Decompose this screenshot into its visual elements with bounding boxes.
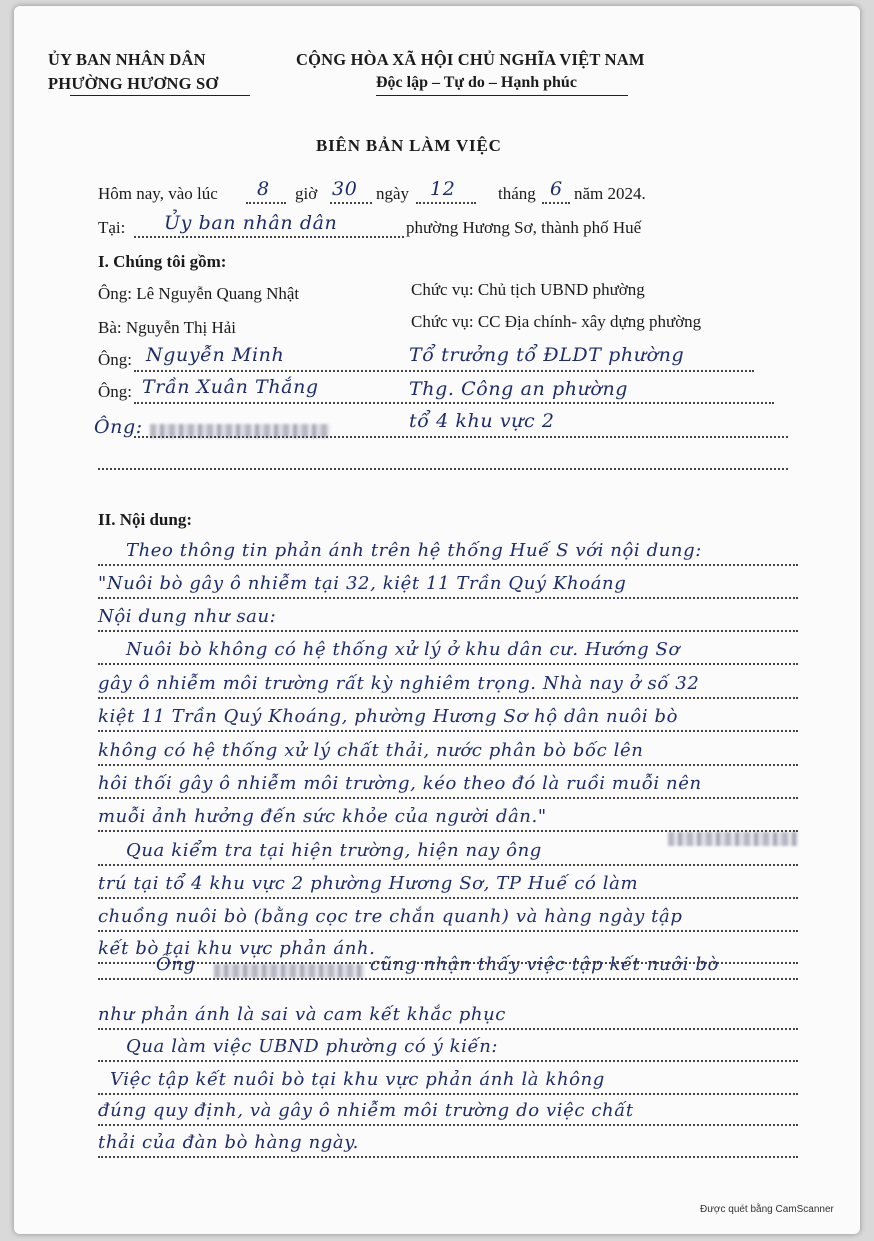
month-value: 6	[550, 178, 563, 200]
content-line: trú tại tổ 4 khu vực 2 phường Hương Sơ, TP Huế có làm	[98, 873, 639, 894]
place-suffix: phường Hương Sơ, thành phố Huế	[406, 218, 642, 237]
day-value: 12	[430, 178, 456, 200]
content-line: Ông	[156, 954, 196, 975]
content-dotted-line	[98, 564, 798, 566]
content-dotted-line	[98, 864, 798, 866]
content-line: Theo thông tin phản ánh trên hệ thống Huế S với nội dung:	[126, 540, 702, 561]
content-line: Qua kiểm tra tại hiện trường, hiện nay ông	[126, 840, 542, 861]
org-name-line2: PHƯỜNG HƯƠNG SƠ	[48, 74, 219, 93]
content-dotted-line	[98, 978, 798, 980]
member-name-1: Ông: Lê Nguyễn Quang Nhật	[98, 284, 300, 303]
day-label: ngày	[376, 184, 410, 203]
content-line: hôi thối gây ô nhiễm môi trường, kéo theo đó là ruồi muỗi nên	[98, 773, 702, 794]
content-line: kiệt 11 Trần Quý Khoáng, phường Hương Sơ hộ dân nuôi bò	[98, 706, 679, 727]
minute-value: 30	[332, 178, 358, 200]
hw-member-name-1: Nguyễn Minh	[146, 344, 285, 366]
hw-member-label-3: Ông:	[94, 416, 143, 438]
content-dotted-line	[98, 697, 798, 699]
content-dotted-line	[98, 630, 798, 632]
member-role-1: Chức vụ: Chủ tịch UBND phường	[411, 280, 645, 299]
place-value: Ủy ban nhân dân	[164, 212, 338, 234]
content-dotted-line	[98, 1060, 798, 1062]
content-line: muỗi ảnh hưởng đến sức khỏe của người dân."	[98, 806, 547, 827]
content-dotted-line	[98, 730, 798, 732]
content-dotted-line	[98, 797, 798, 799]
hw-member-role-2: Thg. Công an phường	[409, 378, 629, 400]
content-line: như phản ánh là sai và cam kết khắc phục	[98, 1004, 506, 1025]
nation-motto: Độc lập – Tự do – Hạnh phúc	[376, 74, 577, 91]
content-line: gây ô nhiễm môi trường rất kỳ nghiêm trọng. Nhà nay ở số 32	[98, 673, 700, 694]
content-line: Việc tập kết nuôi bò tại khu vực phản ánh là không	[110, 1069, 605, 1090]
content-dotted-line	[98, 597, 798, 599]
org-name-line1: ỦY BAN NHÂN DÂN	[48, 50, 206, 69]
motto-underline	[376, 95, 628, 96]
place-prefix: Tại:	[98, 218, 126, 237]
hw-member-label-1: Ông:	[98, 350, 132, 369]
content-dotted-line	[98, 962, 798, 964]
content-line: chuồng nuôi bò (bằng cọc tre chắn quanh) và hàng ngày tập	[98, 906, 683, 927]
redacted-name-2	[214, 964, 364, 978]
member-name-2: Bà: Nguyễn Thị Hải	[98, 318, 237, 337]
hour-label: giờ	[295, 184, 318, 203]
org-underline	[70, 95, 250, 96]
hw-member-role-1: Tổ trưởng tổ ĐLDT phường	[409, 344, 685, 366]
hour-value: 8	[257, 178, 270, 200]
document-page	[14, 6, 860, 1234]
content-dotted-line	[98, 930, 798, 932]
content-line: Nuôi bò không có hệ thống xử lý ở khu dân cư. Hướng Sơ	[126, 639, 680, 660]
nation-title: CỘNG HÒA XÃ HỘI CHỦ NGHĨA VIỆT NAM	[296, 50, 645, 69]
section2-heading: II. Nội dung:	[98, 510, 193, 529]
content-line-13-tail: cũng nhận thấy việc tập kết nuôi bò	[370, 954, 719, 975]
content-dotted-line	[98, 1028, 798, 1030]
scanner-footer: Được quét bằng CamScanner	[700, 1204, 834, 1215]
content-dotted-line	[98, 1156, 798, 1158]
content-line: không có hệ thống xử lý chất thải, nước phân bò bốc lên	[98, 740, 644, 761]
content-dotted-line	[98, 1124, 798, 1126]
year-text: năm 2024.	[574, 184, 646, 203]
hw-member-label-2: Ông:	[98, 382, 132, 401]
content-line: thải của đàn bò hàng ngày.	[98, 1132, 359, 1153]
content-line: Qua làm việc UBND phường có ý kiến:	[126, 1036, 499, 1057]
section1-heading: I. Chúng tôi gồm:	[98, 252, 227, 271]
content-line: "Nuôi bò gây ô nhiễm tại 32, kiệt 11 Trần Quý Khoáng	[98, 573, 627, 594]
content-dotted-line	[98, 764, 798, 766]
content-dotted-line	[98, 1093, 798, 1095]
content-line: đúng quy định, và gây ô nhiễm môi trường do việc chất	[98, 1100, 634, 1121]
hw-member-name-2: Trần Xuân Thắng	[142, 376, 319, 398]
content-line: kết bò tại khu vực phản ánh.	[98, 938, 376, 959]
document-title: BIÊN BẢN LÀM VIỆC	[316, 136, 502, 155]
content-dotted-line	[98, 830, 798, 832]
time-prefix: Hôm nay, vào lúc	[98, 184, 218, 203]
month-label: tháng	[498, 184, 536, 203]
content-line: Nội dung như sau:	[98, 606, 277, 627]
redacted-name-3	[668, 832, 798, 846]
content-dotted-line	[98, 663, 798, 665]
hw-member-role-3: tổ 4 khu vực 2	[409, 410, 555, 432]
content-dotted-line	[98, 897, 798, 899]
member-role-2: Chức vụ: CC Địa chính- xây dựng phường	[411, 312, 702, 331]
